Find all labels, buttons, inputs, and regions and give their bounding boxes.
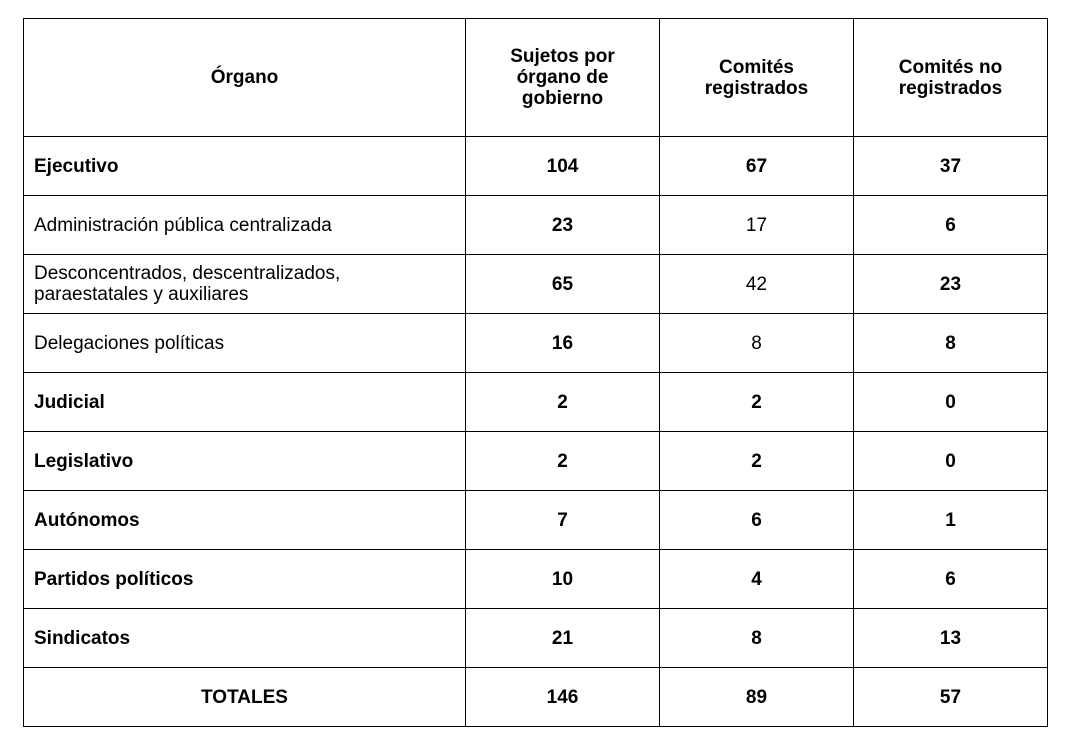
row-no-registrados: 0: [854, 373, 1048, 432]
row-sujetos: 16: [466, 314, 660, 373]
row-sujetos: 2: [466, 373, 660, 432]
table-header-row: [24, 19, 1048, 137]
header-sujetos-line: órgano de: [516, 67, 609, 88]
header-no-registrados-line: registrados: [898, 77, 1003, 99]
row-no-registrados: 8: [854, 314, 1048, 373]
row-organo: Autónomos: [24, 491, 466, 550]
row-organo: Administración pública centralizada: [24, 196, 466, 255]
row-registrados: 2: [660, 373, 854, 432]
row-organo: Judicial: [24, 373, 466, 432]
table-row: [24, 137, 1048, 196]
header-sujetos-line: Sujetos por: [510, 46, 615, 67]
totals-label: TOTALES: [24, 668, 466, 727]
header-organo: Órgano: [24, 19, 466, 137]
row-no-registrados: 1: [854, 491, 1048, 550]
table-row: [24, 196, 1048, 255]
row-registrados: 2: [660, 432, 854, 491]
header-registrados: [660, 19, 854, 137]
row-registrados: 8: [660, 609, 854, 668]
row-organo: Legislativo: [24, 432, 466, 491]
row-registrados: 67: [660, 137, 854, 196]
header-sujetos: [466, 19, 660, 137]
header-registrados-line: registrados: [704, 77, 809, 99]
header-registrados-line: Comités: [719, 56, 794, 78]
row-organo: Sindicatos: [24, 609, 466, 668]
row-no-registrados: 6: [854, 196, 1048, 255]
row-organo-line: Desconcentrados, descentralizados,: [34, 263, 341, 284]
row-no-registrados: 13: [854, 609, 1048, 668]
table-row: [24, 255, 1048, 314]
header-no-registrados: [854, 19, 1048, 137]
totals-no-registrados: 57: [854, 668, 1048, 727]
totals-registrados: 89: [660, 668, 854, 727]
row-organo: [24, 255, 466, 314]
row-sujetos: 23: [466, 196, 660, 255]
row-organo: Ejecutivo: [24, 137, 466, 196]
row-sujetos: 2: [466, 432, 660, 491]
row-sujetos: 21: [466, 609, 660, 668]
row-organo: Partidos políticos: [24, 550, 466, 609]
row-organo-line: paraestatales y auxiliares: [34, 284, 249, 305]
row-no-registrados: 23: [854, 255, 1048, 314]
row-sujetos: 65: [466, 255, 660, 314]
row-registrados: 6: [660, 491, 854, 550]
table-row: [24, 550, 1048, 609]
row-organo: Delegaciones políticas: [24, 314, 466, 373]
row-no-registrados: 37: [854, 137, 1048, 196]
row-no-registrados: 0: [854, 432, 1048, 491]
header-no-registrados-line: Comités no: [898, 56, 1003, 78]
table-row: [24, 373, 1048, 432]
row-registrados: 17: [660, 196, 854, 255]
row-sujetos: 104: [466, 137, 660, 196]
row-no-registrados: 6: [854, 550, 1048, 609]
table-row: [24, 609, 1048, 668]
table-row: [24, 491, 1048, 550]
row-sujetos: 10: [466, 550, 660, 609]
totals-sujetos: 146: [466, 668, 660, 727]
committees-table: [23, 18, 1048, 727]
totals-row: [24, 668, 1048, 727]
table-row: [24, 314, 1048, 373]
row-sujetos: 7: [466, 491, 660, 550]
row-registrados: 42: [660, 255, 854, 314]
table-row: [24, 432, 1048, 491]
row-registrados: 4: [660, 550, 854, 609]
row-registrados: 8: [660, 314, 854, 373]
header-sujetos-line: gobierno: [521, 88, 604, 109]
